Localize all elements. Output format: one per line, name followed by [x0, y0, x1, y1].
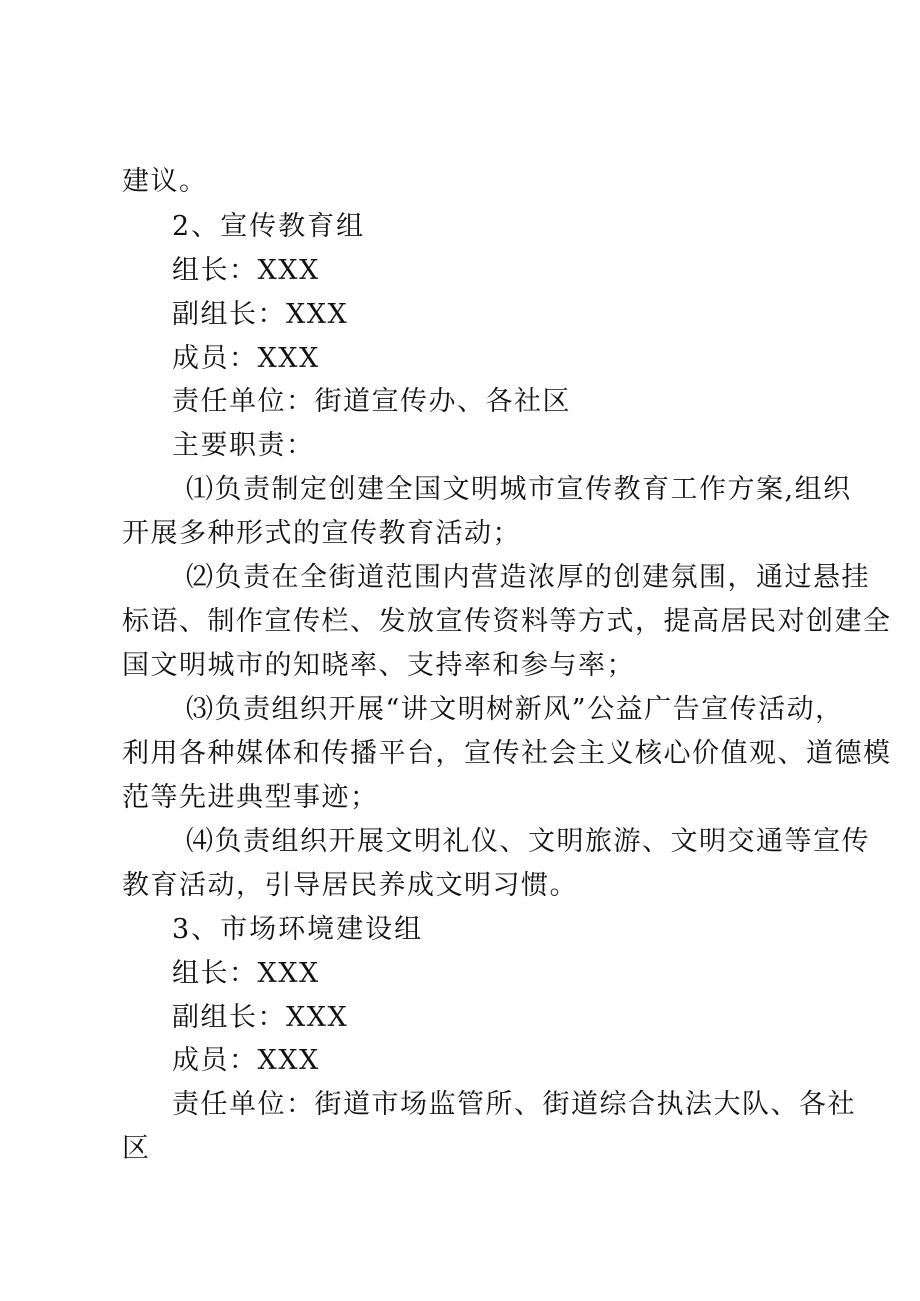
duty-item-4-line-2: 教育活动，引导居民养成文明习惯。: [122, 870, 578, 901]
members-line: 成员：XXX: [172, 343, 320, 374]
body-text-line: 建议。: [122, 166, 208, 197]
duty-item-3-line-2: 利用各种媒体和传播平台，宣传社会主义核心价值观、道德模: [122, 738, 892, 769]
duty-item-4-line-1: ⑷负责组织开展文明礼仪、文明旅游、文明交通等宣传: [186, 826, 870, 857]
responsible-units-line: 责任单位：街道市场监管所、街道综合执法大队、各社: [172, 1089, 856, 1120]
duty-item-1-line-2: 开展多种形式的宣传教育活动；: [122, 518, 521, 549]
duty-item-2-line-2: 标语、制作宣传栏、发放宣传资料等方式，提高居民对创建全: [122, 606, 892, 637]
responsible-units-line-continued: 区: [122, 1133, 151, 1164]
duty-item-2-line-3: 国文明城市的知晓率、支持率和参与率；: [122, 650, 635, 681]
section-heading: 2、宣传教育组: [172, 211, 366, 242]
duty-item-2-line-1: ⑵负责在全街道范围内营造浓厚的创建氛围，通过悬挂: [186, 562, 870, 593]
section-heading: 3、市场环境建设组: [172, 914, 424, 945]
group-leader-line: 组长：XXX: [172, 958, 320, 989]
duty-item-3-line-3: 范等先进典型事迹；: [122, 782, 379, 813]
members-line: 成员：XXX: [172, 1045, 320, 1076]
duty-item-3-line-1: ⑶负责组织开展“讲文明树新风”公益广告宣传活动，: [186, 694, 844, 725]
group-leader-line: 组长：XXX: [172, 255, 320, 286]
responsible-units-line: 责任单位：街道宣传办、各社区: [172, 386, 571, 417]
deputy-leader-line: 副组长：XXX: [172, 299, 349, 330]
duty-item-1-line-1: ⑴负责制定创建全国文明城市宣传教育工作方案,组织: [186, 474, 852, 505]
duties-heading: 主要职责：: [172, 430, 315, 461]
deputy-leader-line: 副组长：XXX: [172, 1002, 349, 1033]
